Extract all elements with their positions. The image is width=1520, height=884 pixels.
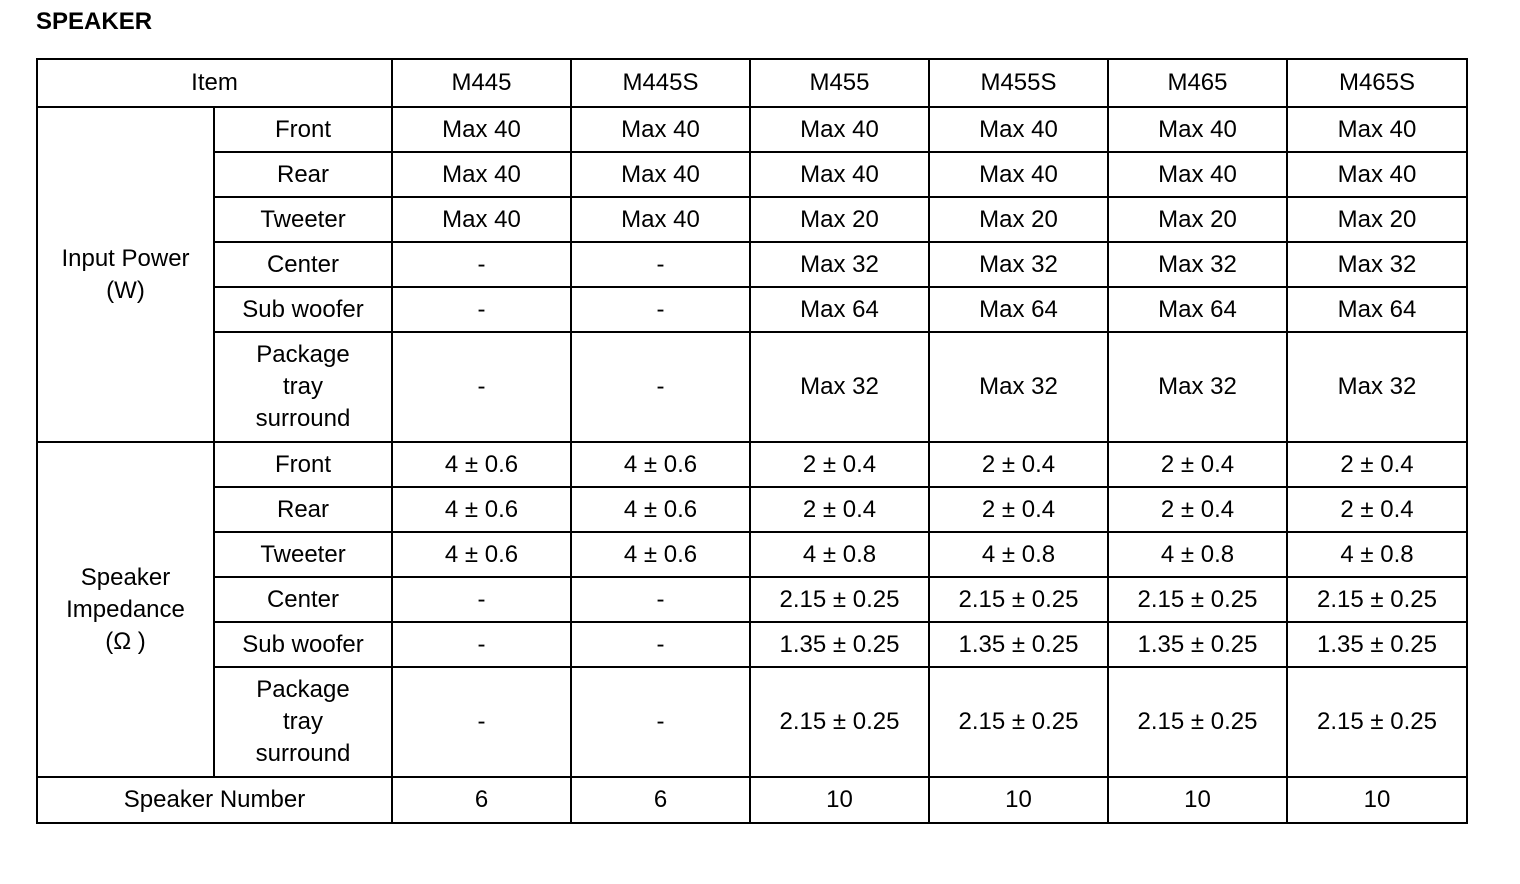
value-cell: 2.15 ± 0.25	[750, 667, 929, 777]
page-title: SPEAKER	[36, 8, 153, 35]
value-cell: 4 ± 0.6	[392, 442, 571, 487]
speaker-number-label: Speaker Number	[37, 777, 392, 823]
value-cell: Max 40	[750, 107, 929, 152]
row-label: Rear	[214, 487, 392, 532]
model-header: M465	[1108, 59, 1287, 107]
value-cell: 10	[1108, 777, 1287, 823]
value-cell: -	[392, 577, 571, 622]
value-cell: 4 ± 0.8	[1108, 532, 1287, 577]
model-header: M445S	[571, 59, 750, 107]
model-header: M465S	[1287, 59, 1467, 107]
value-cell: Max 40	[1287, 107, 1467, 152]
value-cell: -	[571, 622, 750, 667]
value-cell: 2 ± 0.4	[750, 487, 929, 532]
row-label: Rear	[214, 152, 392, 197]
value-cell: -	[392, 622, 571, 667]
value-cell: 2 ± 0.4	[1287, 442, 1467, 487]
value-cell: 10	[1287, 777, 1467, 823]
value-cell: Max 64	[1287, 287, 1467, 332]
value-cell: 4 ± 0.8	[929, 532, 1108, 577]
row-label: Front	[214, 442, 392, 487]
value-cell: 2.15 ± 0.25	[1287, 667, 1467, 777]
value-cell: Max 32	[750, 332, 929, 442]
value-cell: -	[571, 577, 750, 622]
value-cell: 1.35 ± 0.25	[1108, 622, 1287, 667]
value-cell: 1.35 ± 0.25	[1287, 622, 1467, 667]
value-cell: 1.35 ± 0.25	[929, 622, 1108, 667]
value-cell: -	[571, 332, 750, 442]
value-cell: 2.15 ± 0.25	[1287, 577, 1467, 622]
group-label-speaker-impedance: Speaker Impedance (Ω )	[37, 442, 214, 777]
value-cell: -	[392, 242, 571, 287]
row-label: Package tray surround	[214, 332, 392, 442]
value-cell: Max 32	[1287, 332, 1467, 442]
value-cell: 10	[929, 777, 1108, 823]
value-cell: 2 ± 0.4	[929, 487, 1108, 532]
table-row	[37, 442, 1467, 487]
table-row	[37, 487, 1467, 532]
value-cell: 10	[750, 777, 929, 823]
value-cell: Max 40	[571, 152, 750, 197]
value-cell: Max 40	[750, 152, 929, 197]
value-cell: Max 32	[1108, 242, 1287, 287]
value-cell: 4 ± 0.6	[392, 532, 571, 577]
value-cell: 1.35 ± 0.25	[750, 622, 929, 667]
table-row	[37, 197, 1467, 242]
table-row	[37, 242, 1467, 287]
value-cell: Max 64	[929, 287, 1108, 332]
value-cell: Max 20	[929, 197, 1108, 242]
value-cell: Max 32	[1108, 332, 1287, 442]
value-cell: 2.15 ± 0.25	[1108, 577, 1287, 622]
group-label-input-power: Input Power (W)	[37, 107, 214, 442]
row-label: Sub woofer	[214, 287, 392, 332]
value-cell: -	[392, 332, 571, 442]
value-cell: 2 ± 0.4	[1108, 442, 1287, 487]
value-cell: 6	[392, 777, 571, 823]
model-header: M445	[392, 59, 571, 107]
value-cell: 4 ± 0.8	[750, 532, 929, 577]
footer-row	[37, 777, 1467, 823]
model-header: M455S	[929, 59, 1108, 107]
value-cell: -	[571, 287, 750, 332]
speaker-spec-table	[36, 58, 1468, 824]
row-label: Center	[214, 242, 392, 287]
row-label: Sub woofer	[214, 622, 392, 667]
value-cell: Max 20	[1287, 197, 1467, 242]
row-label: Package tray surround	[214, 667, 392, 777]
value-cell: 2.15 ± 0.25	[929, 667, 1108, 777]
table-row	[37, 107, 1467, 152]
value-cell: Max 64	[750, 287, 929, 332]
row-label: Tweeter	[214, 197, 392, 242]
value-cell: -	[392, 667, 571, 777]
value-cell: Max 40	[929, 152, 1108, 197]
value-cell: Max 64	[1108, 287, 1287, 332]
value-cell: Max 40	[392, 197, 571, 242]
value-cell: -	[392, 287, 571, 332]
value-cell: -	[571, 242, 750, 287]
value-cell: 4 ± 0.6	[571, 442, 750, 487]
value-cell: -	[571, 667, 750, 777]
value-cell: Max 40	[1108, 107, 1287, 152]
table-row	[37, 287, 1467, 332]
row-label: Center	[214, 577, 392, 622]
value-cell: Max 32	[929, 332, 1108, 442]
value-cell: 4 ± 0.6	[392, 487, 571, 532]
value-cell: Max 40	[392, 152, 571, 197]
model-header: M455	[750, 59, 929, 107]
value-cell: Max 32	[750, 242, 929, 287]
row-label: Front	[214, 107, 392, 152]
header-row	[37, 59, 1467, 107]
value-cell: 4 ± 0.6	[571, 487, 750, 532]
value-cell: Max 40	[929, 107, 1108, 152]
item-header: Item	[37, 59, 392, 107]
table-row	[37, 577, 1467, 622]
value-cell: 2.15 ± 0.25	[1108, 667, 1287, 777]
value-cell: 6	[571, 777, 750, 823]
table-row	[37, 667, 1467, 777]
table-row	[37, 332, 1467, 442]
value-cell: 2.15 ± 0.25	[929, 577, 1108, 622]
value-cell: Max 40	[1287, 152, 1467, 197]
row-label: Tweeter	[214, 532, 392, 577]
table-row	[37, 532, 1467, 577]
value-cell: Max 32	[1287, 242, 1467, 287]
value-cell: 4 ± 0.8	[1287, 532, 1467, 577]
value-cell: 4 ± 0.6	[571, 532, 750, 577]
value-cell: Max 40	[571, 107, 750, 152]
value-cell: Max 20	[1108, 197, 1287, 242]
table-row	[37, 622, 1467, 667]
value-cell: Max 32	[929, 242, 1108, 287]
value-cell: 2 ± 0.4	[1287, 487, 1467, 532]
value-cell: 2.15 ± 0.25	[750, 577, 929, 622]
value-cell: 2 ± 0.4	[929, 442, 1108, 487]
value-cell: Max 40	[1108, 152, 1287, 197]
value-cell: Max 20	[750, 197, 929, 242]
value-cell: 2 ± 0.4	[750, 442, 929, 487]
value-cell: Max 40	[392, 107, 571, 152]
table-row	[37, 152, 1467, 197]
value-cell: 2 ± 0.4	[1108, 487, 1287, 532]
value-cell: Max 40	[571, 197, 750, 242]
